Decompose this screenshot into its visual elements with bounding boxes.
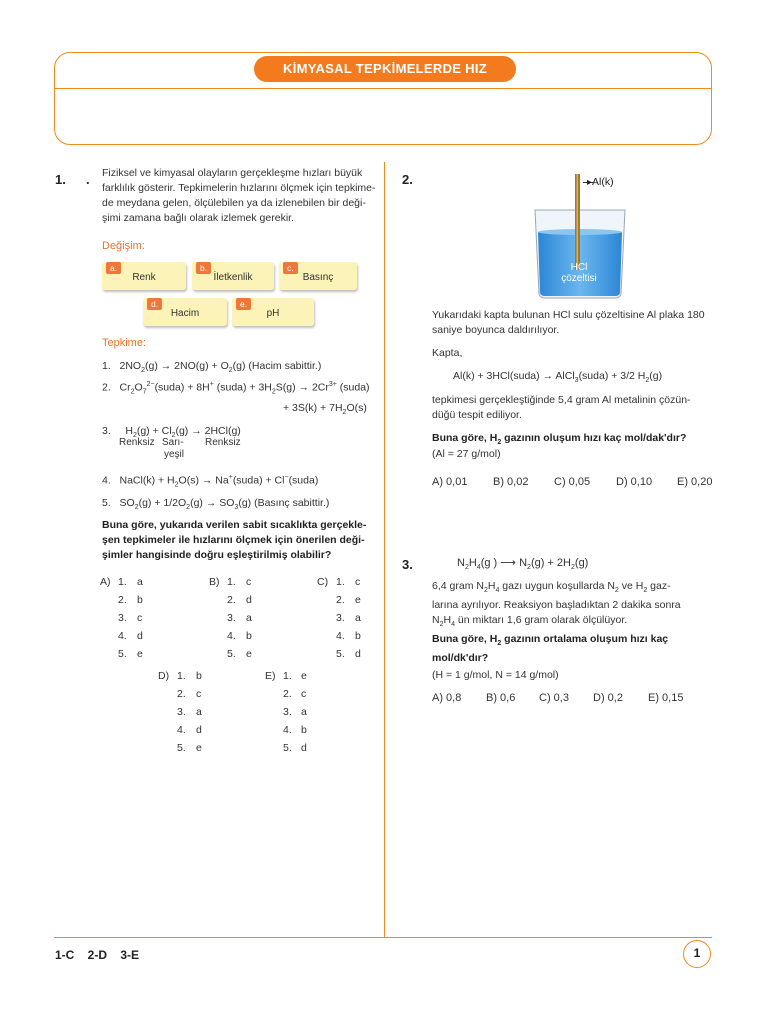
option-val: b (137, 594, 143, 606)
card-tag: c. (283, 262, 298, 274)
reaction-note: (suda) (288, 474, 319, 487)
question-2-given: (Al = 27 g/mol) (432, 448, 501, 460)
q2-choice-B[interactable]: B) 0,02 (493, 476, 529, 488)
header-divider (54, 88, 712, 89)
question-1-prompt (102, 518, 392, 563)
option-D-nums (177, 667, 186, 757)
option-num: 3. (118, 612, 127, 624)
reaction-2: 2. $Cr_2O_7^{2-}(suda) + 8H^+$ (suda) + $3H_2S(g) \to 2Cr^{3+}$ (suda) (102, 381, 370, 396)
prompt-start: Buna göre, H (432, 633, 498, 645)
option-num: 2. (283, 688, 292, 700)
option-val: d (301, 742, 307, 754)
option-label: C) (317, 576, 329, 588)
option-val: b (355, 630, 361, 642)
q3-choice-D[interactable]: D) 0,2 (593, 692, 623, 704)
option-val: b (301, 724, 307, 736)
prompt-line: şen tepkimeler ile hızlarını ölçmek için önerilen deği- (102, 534, 365, 546)
option-C-nums (336, 573, 345, 663)
option-num: 1. (336, 576, 345, 588)
kapta-label: Kapta, (432, 347, 463, 359)
option-num: 4. (227, 630, 236, 642)
option-num: 4. (283, 724, 292, 736)
reaction-1: 1. $2NO_2(g) \to 2NO(g) + O_2(g)$ (Hacim sabittir.) (102, 360, 322, 375)
hcl-label-2: çözeltisi (561, 273, 597, 284)
prompt-start: Buna göre, H (432, 432, 498, 444)
q2-choice-C[interactable]: C) 0,05 (554, 476, 591, 488)
reaction-3-label-1: Renksiz (119, 437, 155, 448)
option-D[interactable] (158, 667, 169, 685)
text-line: saniye boyunca daldırılıyor. (432, 324, 560, 336)
option-val: e (355, 594, 361, 606)
prompt-line: şimler hangisinde doğru eşleştirilmiş olabilir? (102, 549, 332, 561)
change-card-a (102, 262, 186, 290)
intro-line: farklılık gösterir. Tepkimelerin hızlarını ölçmek için tepkime- (102, 182, 376, 194)
question-3-prompt (432, 632, 717, 666)
option-num: 1. (177, 670, 186, 682)
card-text: Basınç (302, 272, 334, 283)
option-num: 5. (118, 648, 127, 660)
reaction-note: (Hacim sabittir.) (248, 360, 322, 372)
intro-line: Fiziksel ve kimyasal olayların gerçekleşme hızları büyük (102, 167, 363, 179)
option-num: 5. (283, 742, 292, 754)
question-3-text (432, 579, 717, 632)
q3-choice-B[interactable]: B) 0,6 (486, 692, 516, 704)
question-2-reaction: Al(k) + 3HCl(suda) → AlCl$_3$(suda) + 3/2 $H_2(g)$ (453, 370, 663, 385)
card-tag: a. (106, 262, 121, 274)
intro-line: de meydana gelen, ölçülebilen ya da izlenebilen bir deği- (102, 197, 366, 209)
reaction-3-label-2: Sarı- (162, 437, 184, 448)
reaction-note: (Basınç sabittir.) (254, 497, 330, 509)
option-val: e (301, 670, 307, 682)
footer-divider (54, 937, 712, 938)
option-label: D) (158, 670, 170, 682)
option-num: 1. (118, 576, 127, 588)
degisim-label: Değişim: (102, 240, 145, 252)
option-num: 3. (227, 612, 236, 624)
option-val: a (301, 706, 307, 718)
option-A-vals (137, 573, 143, 663)
option-num: 1. (283, 670, 292, 682)
option-num: 4. (118, 630, 127, 642)
option-num: 5. (227, 648, 236, 660)
text-line: düğü tespit ediliyor. (432, 409, 522, 421)
q3-choice-C[interactable]: C) 0,3 (539, 692, 569, 704)
text-line: Yukarıdaki kapta bulunan HCl sulu çözeltisine Al plaka 180 (432, 309, 705, 321)
option-E-vals (301, 667, 307, 757)
prompt-line: mol/dk'dır? (432, 652, 489, 665)
option-E[interactable] (265, 667, 276, 685)
al-arrow-head: ▸ (587, 177, 593, 188)
option-A[interactable] (100, 573, 111, 591)
option-num: 2. (118, 594, 127, 606)
option-num: 3. (336, 612, 345, 624)
q3-choice-A[interactable]: A) 0,8 (432, 692, 462, 704)
q2-choice-A[interactable]: A) 0,01 (432, 476, 468, 488)
option-num: 5. (177, 742, 186, 754)
option-label: B) (209, 576, 220, 588)
option-val: a (355, 612, 361, 624)
option-num: 5. (336, 648, 345, 660)
card-text: Renk (132, 272, 156, 283)
option-label: A) (100, 576, 111, 588)
card-tag: e. (236, 298, 251, 310)
change-card-c (279, 262, 357, 290)
text-line: larına ayrılıyor. Reaksiyon başladıktan 2 dakika sonra (432, 599, 681, 612)
card-text: pH (266, 308, 280, 319)
page-title: KİMYASAL TEPKİMELERDE HIZ (254, 56, 516, 82)
option-B-nums (227, 573, 236, 663)
option-val: e (246, 648, 252, 660)
option-val: a (137, 576, 143, 588)
option-num: 3. (283, 706, 292, 718)
option-B-vals (246, 573, 252, 663)
hcl-label (564, 262, 594, 273)
option-val: a (196, 706, 202, 718)
option-B[interactable] (209, 573, 220, 591)
text-line: $N_2H_4$ ün miktarı 1,6 gram olarak ölçülüyor. (432, 614, 628, 629)
prompt-line: Buna göre, yukarıda verilen sabit sıcaklıkta gerçekle- (102, 519, 367, 531)
text-line: tepkimesi gerçekleştiğinde 5,4 gram Al metalinin çözün- (432, 394, 691, 406)
reaction-3-label-3: yeşil (164, 449, 185, 460)
option-val: e (137, 648, 143, 660)
question-2-text (432, 308, 722, 338)
option-C[interactable] (317, 573, 328, 591)
option-val: d (196, 724, 202, 736)
option-D-vals (196, 667, 202, 757)
card-text: İletkenlik (213, 272, 253, 283)
question-3-given: (H = 1 g/mol, N = 14 g/mol) (432, 669, 559, 681)
page-number: 1 (683, 940, 711, 968)
hcl-label-line: HCl (570, 262, 588, 273)
question-2-prompt: Buna göre, $H_2$ gazının oluşum hızı kaç mol/dak'dır? (432, 432, 687, 447)
reaction-3: 3. $H_2(g) + Cl_2(g) \to 2HCl(g)$ (102, 425, 241, 440)
card-text: Hacim (170, 308, 200, 319)
question-1-number: 1. (55, 172, 66, 187)
option-C-vals (355, 573, 361, 663)
q2-choice-E[interactable]: E) 0,20 (677, 476, 713, 488)
option-val: c (137, 612, 143, 624)
option-num: 4. (336, 630, 345, 642)
option-val: e (196, 742, 202, 754)
option-val: a (246, 612, 252, 624)
prompt-rest: gazının oluşum hızı kaç mol/dak'dır? (504, 432, 687, 444)
reaction-2-cont: + $3S(k) + 7H_2O(s)$ (283, 402, 367, 417)
question-2-number: 2. (402, 172, 413, 187)
q3-choice-E[interactable]: E) 0,15 (648, 692, 684, 704)
option-val: b (196, 670, 202, 682)
intro-line: şimi zamana bağlı olarak izlemek gerekir. (102, 212, 294, 224)
change-card-d (143, 298, 227, 326)
answer-key: 1-C 2-D 3-E (55, 948, 140, 962)
option-num: 1. (227, 576, 236, 588)
option-num: 4. (177, 724, 186, 736)
reaction-3-label-4: Renksiz (205, 437, 241, 448)
tepkime-label: Tepkime: (102, 337, 147, 349)
option-num: 2. (336, 594, 345, 606)
card-tag: d. (147, 298, 162, 310)
option-num: 2. (227, 594, 236, 606)
change-card-e (232, 298, 314, 326)
reaction-4: 4. NaCl(k) + $H_2O(s)$ → Na+(suda) + Cl−(suda) (102, 474, 319, 489)
question-1-dot: . (86, 172, 90, 187)
option-val: c (196, 688, 202, 700)
text-line: 6,4 gram $N_2H_4$ gazı uygun koşullarda $N_2$ ve $H_2$ gaz- (432, 580, 671, 595)
option-val: b (246, 630, 252, 642)
option-num: 2. (177, 688, 186, 700)
reaction-5: 5. $SO_2(g) + 1/2O_2(g) \to SO_3(g)$ (Basınç sabittir.) (102, 497, 330, 512)
option-val: c (355, 576, 361, 588)
change-card-b (192, 262, 274, 290)
option-E-nums (283, 667, 292, 757)
question-1-intro (102, 166, 392, 226)
question-2-text-2 (432, 393, 722, 423)
option-val: d (355, 648, 361, 660)
option-label: E) (265, 670, 276, 682)
card-tag: b. (196, 262, 211, 274)
prompt-line: Buna göre, $H_2$ gazının ortalama oluşum hızı kaç (432, 633, 669, 648)
option-val: d (137, 630, 143, 642)
question-3-reaction: $N_2H_4(g$ ) ⟶ $N_2(g) + 2H_2(g)$ (457, 557, 589, 572)
al-label: Al(k) (592, 176, 614, 188)
question-3-number: 3. (402, 557, 413, 572)
option-val: c (246, 576, 252, 588)
option-num: 3. (177, 706, 186, 718)
q2-choice-D[interactable]: D) 0,10 (616, 476, 653, 488)
option-A-nums (118, 573, 127, 663)
option-val: d (246, 594, 252, 606)
option-val: c (301, 688, 307, 700)
prompt-rest: gazının ortalama oluşum hızı kaç (504, 633, 669, 645)
